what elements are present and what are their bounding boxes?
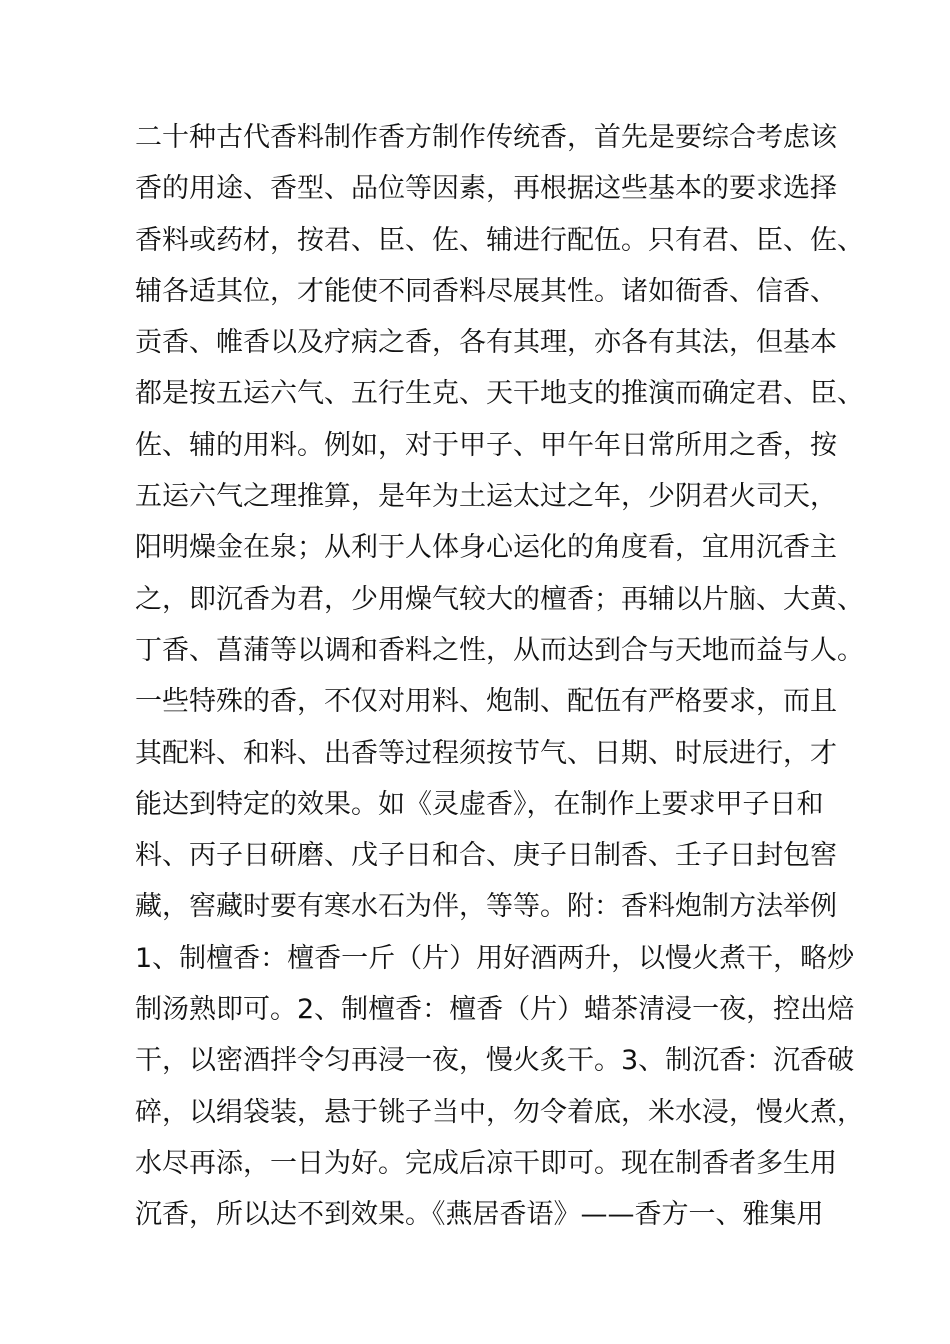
text-line: 一些特殊的香，不仅对用料、炮制、配伍有严格要求，而且	[135, 686, 837, 718]
text-line: 干，以密酒拌令匀再浸一夜，慢火炙干。3、制沉香：沉香破	[135, 1045, 855, 1077]
text-line: 料、丙子日研磨、戊子日和合、庚子日制香、壬子日封包窖	[135, 840, 837, 872]
text-line: 能达到特定的效果。如《灵虚香》，在制作上要求甲子日和	[135, 788, 824, 820]
text-line: 佐、辅的用料。例如，对于甲子、甲午年日常所用之香，按	[135, 429, 837, 461]
body-paragraph	[135, 112, 864, 1241]
text-line: 五运六气之理推算，是年为土运太过之年，少阴君火司天，	[135, 481, 837, 513]
text-line: 香的用途、香型、品位等因素，再根据这些基本的要求选择	[135, 173, 837, 205]
text-line: 1、制檀香：檀香一斤（片）用好酒两升，以慢火煮干，略炒	[135, 942, 855, 974]
text-line: 香料或药材，按君、臣、佐、辅进行配伍。只有君、臣、佐、	[135, 224, 864, 256]
text-line: 辅各适其位，才能使不同香料尽展其性。诸如衙香、信香、	[135, 275, 837, 307]
text-line: 藏，窖藏时要有寒水石为伴，等等。附：香料炮制方法举例	[135, 891, 837, 923]
text-line: 之，即沉香为君，少用燥气较大的檀香；再辅以片脑、大黄、	[135, 583, 864, 615]
text-line: 二十种古代香料制作香方制作传统香，首先是要综合考虑该	[135, 122, 837, 153]
text-line: 贡香、帷香以及疗病之香，各有其理，亦各有其法，但基本	[135, 327, 837, 359]
text-line: 丁香、菖蒲等以调和香料之性，从而达到合与天地而益与人。	[135, 634, 864, 666]
text-line: 制汤熟即可。2、制檀香：檀香（片）蜡茶清浸一夜，控出焙	[135, 994, 855, 1026]
text-line: 都是按五运六气、五行生克、天干地支的推演而确定君、臣、	[135, 378, 864, 410]
text-line: 水尽再添，一日为好。完成后凉干即可。现在制香者多生用	[135, 1147, 837, 1179]
text-line: 碎，以绢袋装，悬于铫子当中，勿令着底，米水浸，慢火煮，	[135, 1096, 864, 1128]
text-line: 其配料、和料、出香等过程须按节气、日期、时辰进行，才	[135, 737, 837, 769]
text-line: 沉香，所以达不到效果。《燕居香语》——香方一、雅集用	[135, 1199, 824, 1231]
text-line: 阳明燥金在泉；从利于人体身心运化的角度看，宜用沉香主	[135, 532, 837, 564]
